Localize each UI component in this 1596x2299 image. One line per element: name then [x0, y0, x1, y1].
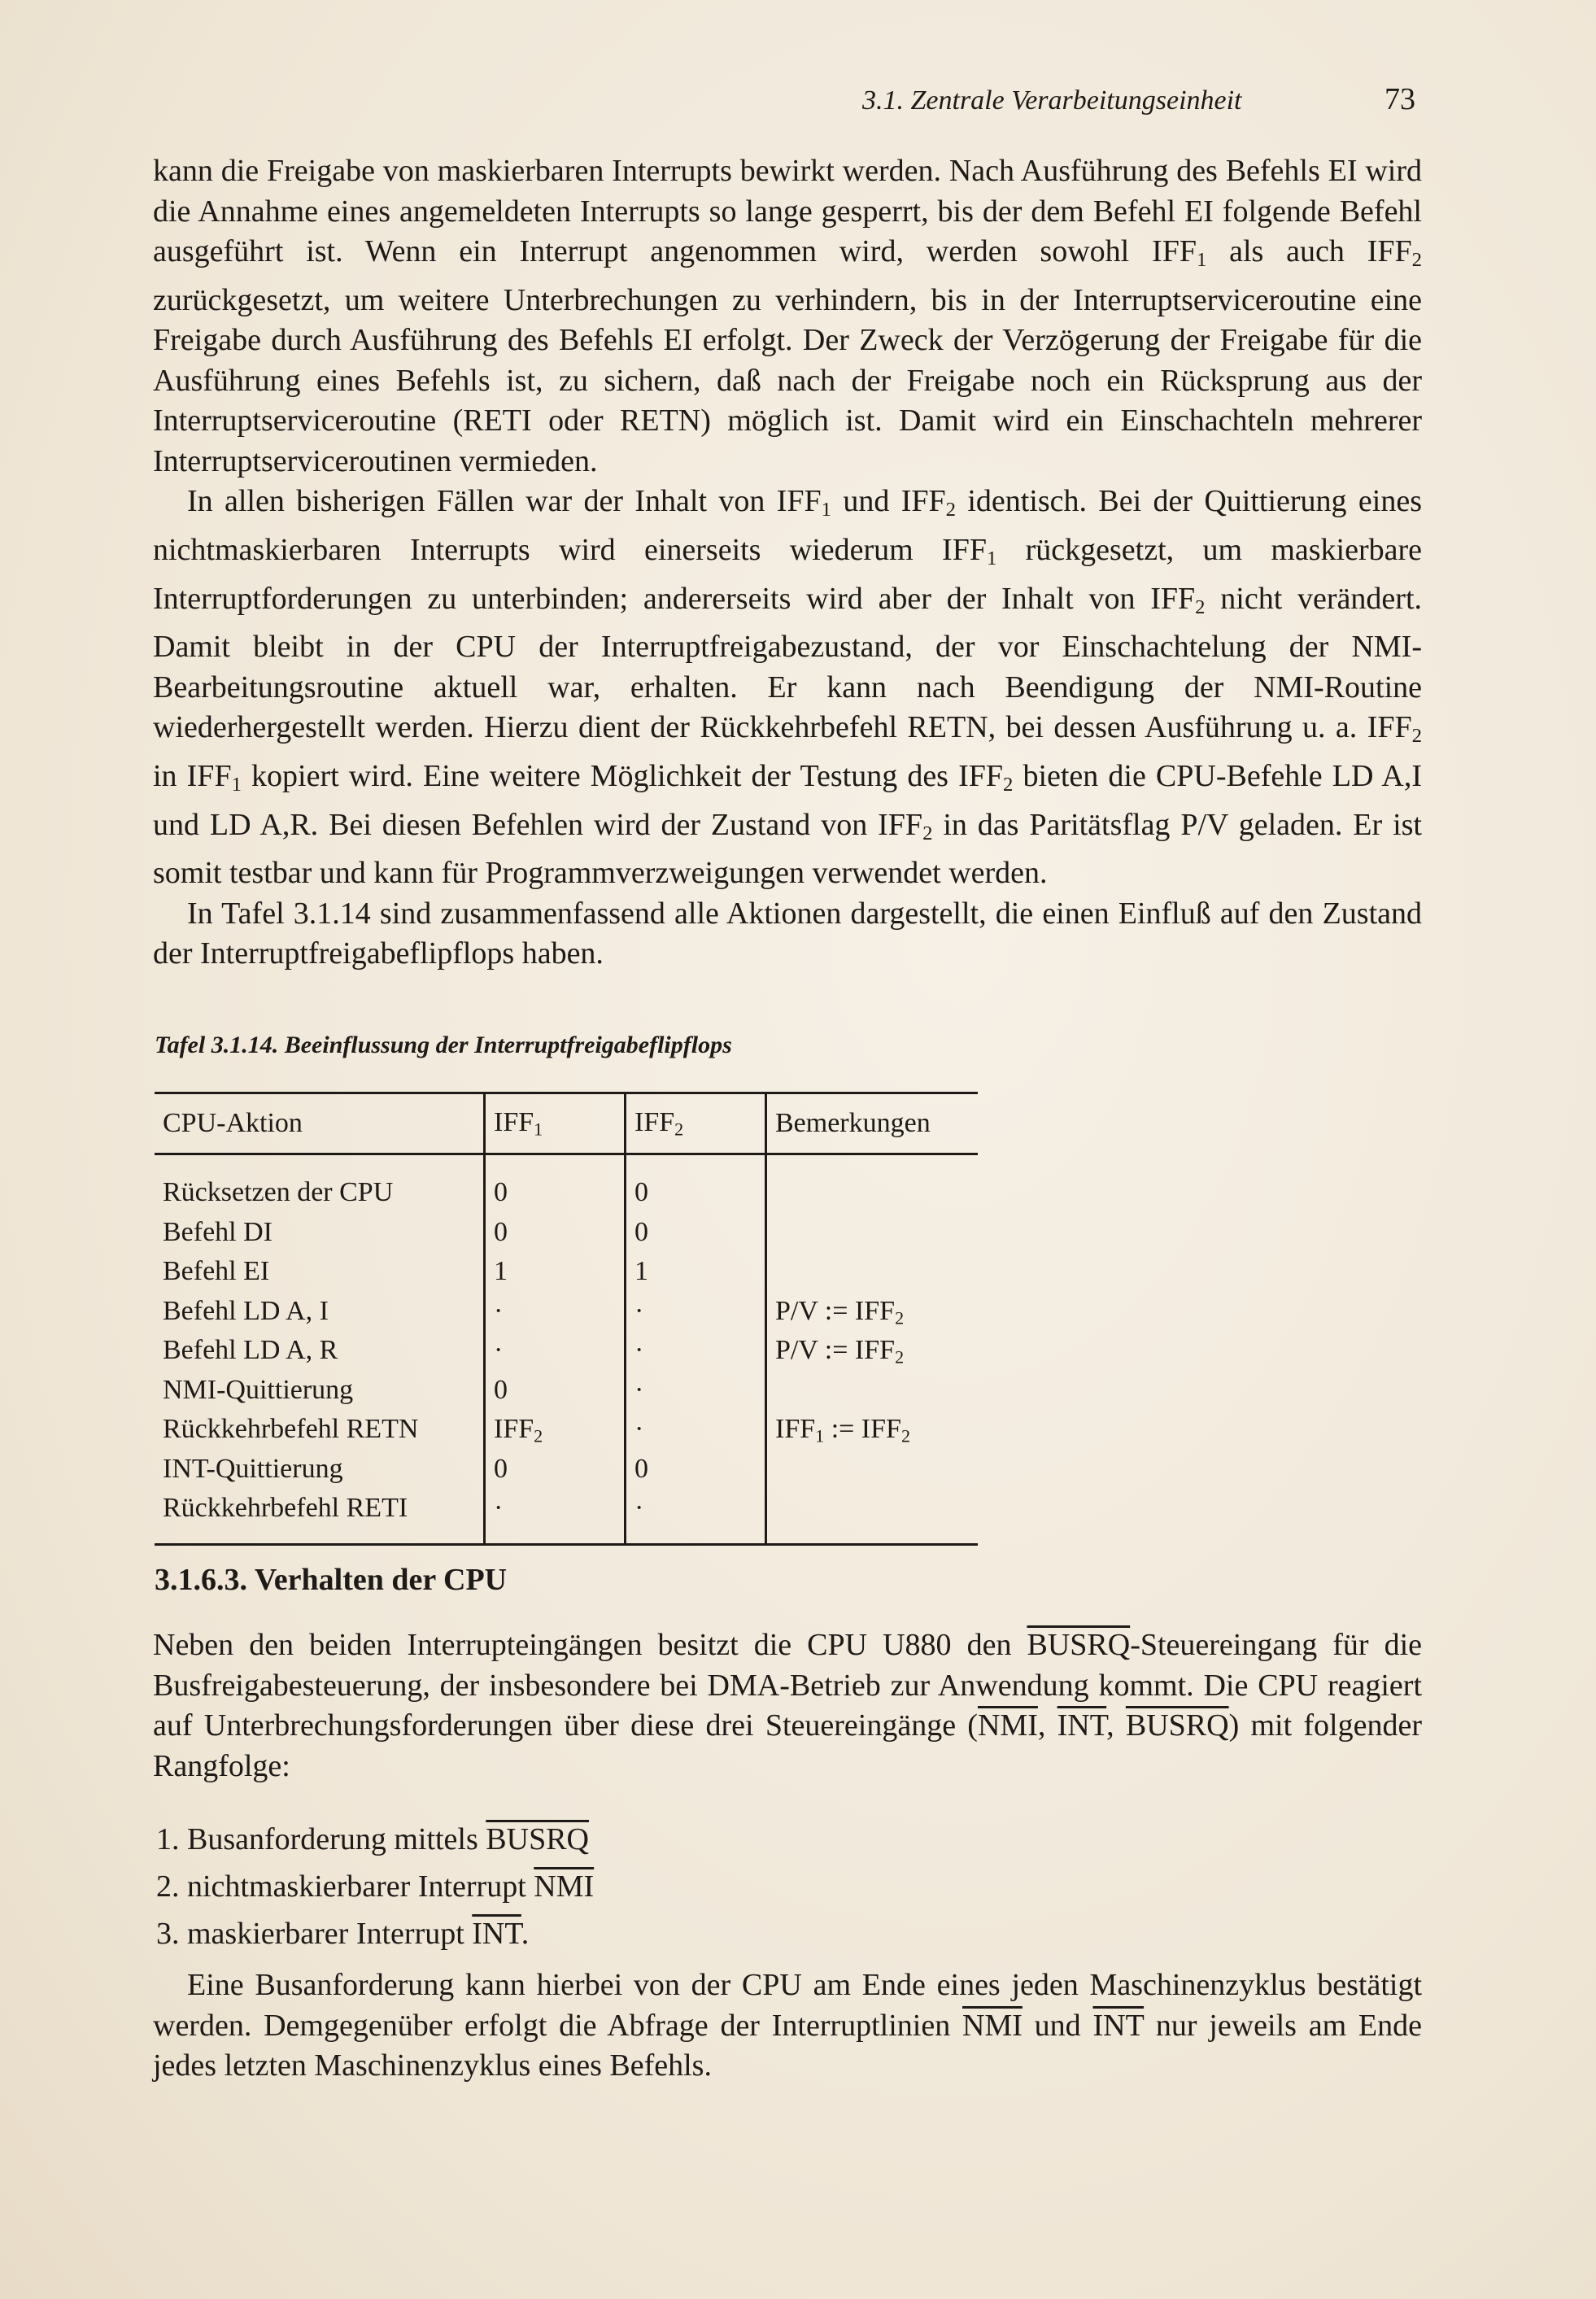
- cell-cpu-aktion: Rückkehrbefehl RETI: [155, 1492, 485, 1544]
- cell-bemerkungen: [766, 1453, 979, 1493]
- page-number: 73: [1385, 82, 1415, 116]
- signal-nmi: $\overline{NMI}$: [534, 1869, 595, 1904]
- text-run: Neben den beiden Interrupteingängen besitzt die CPU U880 den: [153, 1628, 1027, 1662]
- text-run: nur jeweils am Ende jedes letzten Maschinenzyklus eines Befehls.: [153, 2008, 1423, 2083]
- cell-iff2: 0: [626, 1453, 766, 1493]
- subscript: 2: [1411, 249, 1422, 272]
- table-row: [155, 1216, 978, 1256]
- cell-bemerkungen: [766, 1492, 979, 1544]
- header-text: IFF: [634, 1106, 675, 1137]
- subscript: 1: [821, 499, 831, 521]
- paragraph-1: [153, 151, 1422, 482]
- subscript: 2: [922, 822, 933, 844]
- cell-iff1: [485, 1295, 626, 1335]
- cell-bemerkungen: [766, 1334, 979, 1374]
- paragraph-3: In Tafel 3.1.14 sind zusammenfassend alle Aktionen dargestellt, die einen Einfluß auf den Zustand der Interruptfreigabeflipflops haben.: [153, 896, 1422, 971]
- subscript: 2: [1003, 774, 1014, 796]
- subscript: 1: [986, 547, 997, 570]
- cell-iff2: ·: [626, 1492, 766, 1544]
- list-item: [156, 1863, 1425, 1910]
- text-run: identisch. Bei der Quittierung eines nichtmaskierbaren Interrupts wird einerseits wiederum IFF: [153, 484, 1422, 567]
- text-run: zurückgesetzt, um weitere Unterbrechungen zu verhindern, bis in der Interruptserviceroutine eine Freigabe durch Ausführung des Befehls EI erfolgt. Der Zweck der Verzögerung der Freigabe für die Ausführung eines Befehls ist, zu sichern, daß nach der Freigabe noch ein Rücksprung aus der Interruptserviceroutine (RETI oder RETN) möglich ist. Damit wird ein Einschachteln mehrerer Interruptserviceroutinen vermieden.: [153, 282, 1422, 478]
- header-text: IFF: [494, 1106, 534, 1137]
- signal-int: $\overline{INT}$: [1057, 1708, 1107, 1743]
- table-row: [155, 1154, 978, 1216]
- cell-bemerkungen: [766, 1413, 979, 1453]
- paragraph-5-block: [153, 1965, 1422, 2087]
- section-heading: 3.1.6.3. Verhalten der CPU: [155, 1563, 508, 1597]
- text-run: in IFF: [153, 758, 232, 793]
- signal-busrq: BUSRQ: [1027, 1628, 1131, 1662]
- text-run: rückgesetzt, um maskierbare Interruptforderungen zu unterbinden; andererseits wird aber der Inhalt von IFF: [153, 532, 1422, 616]
- cell-cpu-aktion: INT-Quittierung: [163, 1453, 343, 1484]
- cell-bemerkungen: [766, 1216, 979, 1256]
- header-iff2: [626, 1093, 766, 1154]
- cell-cpu-aktion: Befehl DI: [163, 1216, 273, 1247]
- cell-cpu-aktion: Befehl LD A, R: [163, 1335, 338, 1366]
- page-header: [862, 81, 1415, 117]
- cell-iff2: 1: [626, 1255, 766, 1295]
- table-row: [155, 1374, 978, 1414]
- cell-iff2: ·: [626, 1413, 766, 1453]
- cell-cpu-aktion: NMI-Quittierung: [163, 1374, 354, 1405]
- text-run: In allen bisherigen Fällen war der Inhalt von IFF: [187, 484, 822, 519]
- text-run: und: [1022, 2008, 1093, 2043]
- cell-cpu-aktion: Rückkehrbefehl RETN: [163, 1414, 419, 1445]
- table-row: [155, 1413, 978, 1453]
- signal-int: $\overline{INT}$: [1092, 2008, 1145, 2043]
- cell-iff1: [485, 1492, 626, 1544]
- paragraph-4-block: [153, 1625, 1422, 1786]
- text-run: in das Paritätsflag P/V geladen. Er ist somit testbar und kann für Programmverzweigungen verwendet werden.: [153, 807, 1422, 891]
- cell-bemerkungen: [766, 1154, 979, 1216]
- cell-value: ·: [494, 1295, 504, 1326]
- cell-iff2: ·: [626, 1374, 766, 1414]
- cell-cpu-aktion: Befehl EI: [163, 1256, 270, 1287]
- header-cpu-aktion: CPU-Aktion: [155, 1093, 485, 1154]
- table-interrupt-flipflops: [155, 1092, 978, 1546]
- cell-value: IFF: [775, 1414, 816, 1445]
- header-bemerkungen: Bemerkungen: [766, 1093, 979, 1154]
- paragraphs-top: [153, 151, 1422, 975]
- table-caption: Tafel 3.1.14. Beeinflussung der Interruptfreigabeflipflops: [155, 1032, 732, 1058]
- cell-value: IFF: [494, 1414, 534, 1445]
- cell-value: 0: [494, 1374, 508, 1405]
- text-run: und IFF: [831, 484, 946, 519]
- cell-value: := IFF: [824, 1414, 901, 1445]
- list-text: 3. maskierbarer Interrupt: [156, 1917, 473, 1951]
- cell-value: 0: [494, 1216, 508, 1247]
- cell-iff2: 0: [626, 1154, 766, 1216]
- signal-busrq: BUSRQ: [486, 1822, 589, 1856]
- cell-bemerkungen: [766, 1255, 979, 1295]
- table-header-row: [155, 1093, 978, 1154]
- cell-iff1: [485, 1216, 626, 1256]
- text-run: ) mit folgender Rangfolge:: [153, 1708, 1422, 1783]
- cell-bemerkungen: [766, 1295, 979, 1335]
- priority-list: [156, 1816, 1425, 1957]
- table-row: [155, 1255, 978, 1295]
- subscript: 2: [895, 1307, 905, 1328]
- list-item: [156, 1910, 1425, 1957]
- cell-value: 1: [494, 1256, 508, 1287]
- cell-iff1: [485, 1453, 626, 1493]
- header-iff1: [485, 1093, 626, 1154]
- cell-value: P/V := IFF: [775, 1335, 896, 1366]
- text-run: nicht verändert. Damit bleibt in der CPU der Interruptfreigabezustand, der vor Einschachtelung der NMI-Bearbeitungsroutine aktuell war, erhalten. Er kann nach Beendigung der NMI-Routine wiederhergestellt werden. Hierzu dient der Rückkehrbefehl RETN, bei dessen Ausführung u. a. IFF: [153, 581, 1423, 745]
- paragraph-4: [153, 1625, 1422, 1786]
- subscript: 2: [534, 1425, 543, 1446]
- subscript: 2: [895, 1346, 905, 1368]
- signal-int: $\overline{INT}$: [472, 1917, 521, 1951]
- cell-cpu-aktion: Rücksetzen der CPU: [163, 1177, 394, 1207]
- subscript: 1: [231, 774, 242, 796]
- table-row: [155, 1334, 978, 1374]
- subscript: 1: [534, 1119, 543, 1140]
- signal-busrq: BUSRQ: [1125, 1708, 1229, 1743]
- table-row: [155, 1492, 978, 1544]
- text-run: -Steuereingang für die Busfreigabesteuerung, der insbesondere bei DMA-Betrieb zur Anwendung kommt. Die CPU reagiert auf Unterbrechungsforderungen über diese drei Steuereingänge (: [153, 1628, 1423, 1743]
- cell-iff2: ·: [626, 1295, 766, 1335]
- cell-iff1: [485, 1255, 626, 1295]
- cell-value: P/V := IFF: [775, 1295, 896, 1326]
- subscript: 1: [1196, 249, 1207, 272]
- list-item: [156, 1816, 1425, 1863]
- cell-value: ·: [494, 1493, 504, 1524]
- text-run: ,: [1037, 1708, 1057, 1743]
- text-run: Eine Busanforderung kann hierbei von der CPU am Ende eines jeden Maschinenzyklus bestätigt werden. Demgegenüber erfolgt die Abfrage der Interruptlinien: [153, 1968, 1422, 2043]
- text-run: kopiert wird. Eine weitere Möglichkeit der Testung des IFF: [241, 758, 1003, 793]
- cell-iff1: [485, 1374, 626, 1414]
- cell-bemerkungen: [766, 1374, 979, 1414]
- cell-iff2: ·: [626, 1334, 766, 1374]
- subscript: 2: [900, 1425, 910, 1446]
- cell-iff1: [485, 1334, 626, 1374]
- text-run: bieten die CPU-Befehle LD A,I und LD A,R. Bei diesen Befehlen wird der Zustand von IFF: [153, 758, 1422, 842]
- list-suffix: .: [521, 1917, 530, 1951]
- subscript: 2: [945, 499, 956, 521]
- subscript: 2: [1411, 725, 1422, 748]
- text-run: kann die Freigabe von maskierbaren Interrupts bewirkt werden. Nach Ausführung des Befehls EI wird die Annahme eines angemeldeten Interrupts so lange gesperrt, bis der dem Befehl EI folgende Befehl ausgeführt ist. Wenn ein Interrupt angenommen wird, werden sowohl IFF: [153, 154, 1422, 268]
- subscript: 2: [674, 1119, 684, 1140]
- subscript: 1: [815, 1425, 825, 1446]
- paragraph-2: [153, 482, 1422, 894]
- cell-value: ·: [494, 1335, 504, 1366]
- table-row: [155, 1453, 978, 1493]
- signal-nmi: $\overline{NMI}$: [977, 1708, 1038, 1743]
- cell-value: 0: [494, 1453, 508, 1484]
- signal-nmi: $\overline{NMI}$: [962, 2008, 1023, 2043]
- cell-iff1: [485, 1413, 626, 1453]
- running-title: 3.1. Zentrale Verarbeitungseinheit: [862, 85, 1242, 116]
- text-run: ,: [1106, 1708, 1126, 1743]
- list-text: 1. Busanforderung mittels: [156, 1822, 486, 1856]
- list-text: 2. nichtmaskierbarer Interrupt: [156, 1869, 534, 1904]
- subscript: 2: [1195, 595, 1206, 618]
- cell-value: 0: [494, 1177, 508, 1207]
- cell-iff1: [485, 1154, 626, 1216]
- text-run: als auch IFF: [1206, 234, 1412, 268]
- table-row: [155, 1295, 978, 1335]
- paragraph-5: [153, 1965, 1422, 2087]
- cell-iff2: 0: [626, 1216, 766, 1256]
- cell-cpu-aktion: Befehl LD A, I: [163, 1295, 329, 1326]
